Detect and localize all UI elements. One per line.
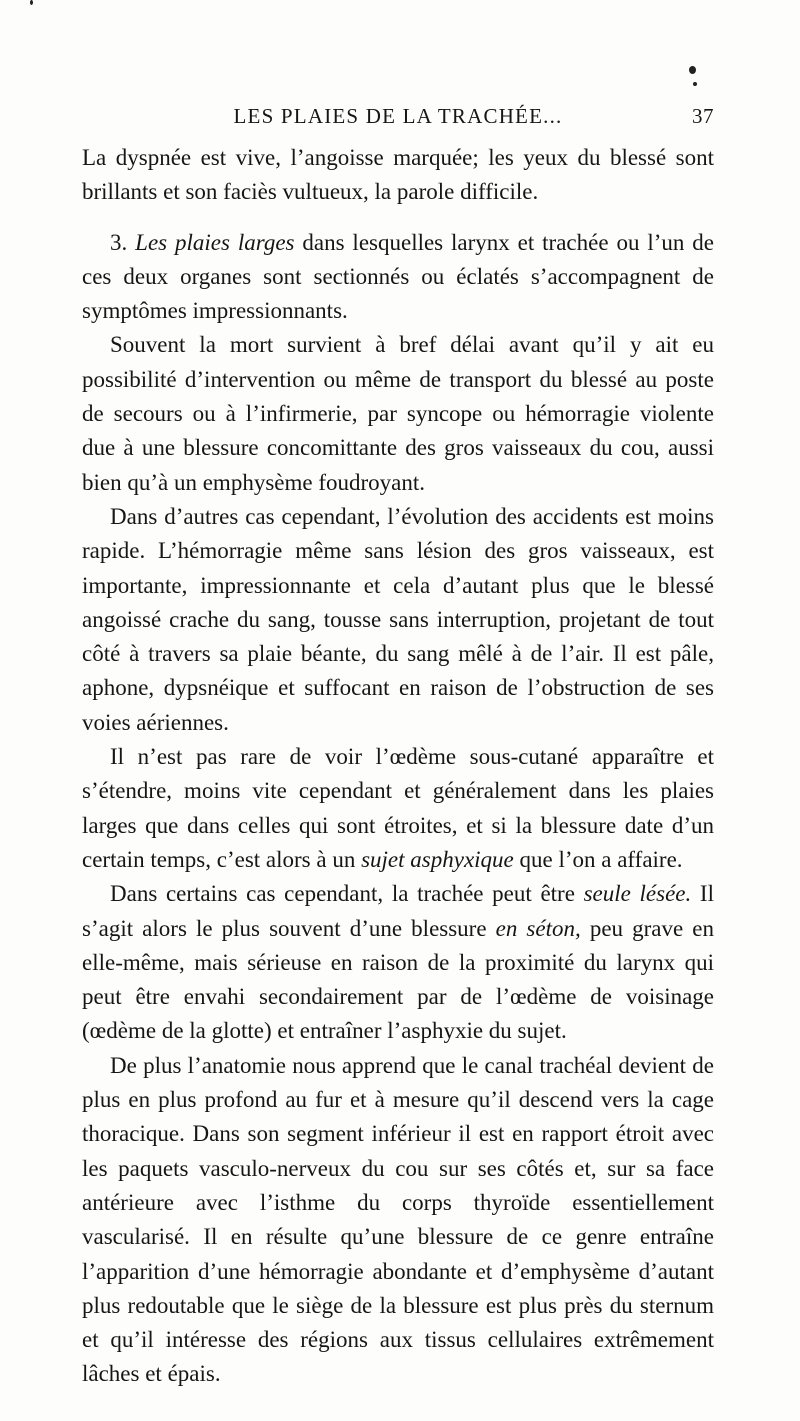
text-segment: Souvent la mort survient à bref délai avant qu’il y ait eu possibilité d’intervention ou même de transport du blessé au poste de secours ou à l’infirmerie, par syncope ou hémorragie violente due à une blessure concomittante des gros vaisseaux du cou, aussi bien qu’à un emphysème foudroyant. <box>82 332 714 495</box>
text-segment: Il s’agit alors le plus souvent d’une blessure <box>82 881 714 941</box>
paragraph <box>82 500 714 740</box>
paragraph <box>82 141 714 210</box>
page-header <box>82 104 714 134</box>
text-segment: peu grave en elle-même, mais sérieuse en raison de la proximité du larynx qui peut être envahi secondairement par de l’œdème de voisinage (œdème de la glotte) et entraîner l’asphyxie du sujet. <box>82 915 715 1044</box>
italic-segment: en séton, <box>495 915 581 941</box>
paragraph <box>82 1049 714 1392</box>
italic-segment: Les plaies larges <box>135 229 295 255</box>
ink-speck <box>693 82 697 86</box>
italic-segment: sujet asphyxique <box>361 846 514 872</box>
text-segment: La dyspnée est vive, l’angoisse marquée; les yeux du blessé sont brillants et son faciès vultueux, la parole difficile. <box>82 145 714 205</box>
text-segment: De plus l’anatomie nous apprend que le canal trachéal devient de plus en plus profond au fur et à mesure qu’il descend vers la cage thoracique. Dans son segment inférieur il est en rapport étroit avec les paquets vasculo-nerveux du cou sur ses côtés et, sur sa face antérieure avec l’isthme du corps thyroïde essentiellement vascularisé. Il en résulte qu’une blessure de ce genre entraîne l’apparition d’une hémorragie abondante et d’emphysème d’autant plus redoutable que le siège de la blessure est plus près du sternum et qu’il intéresse des régions aux tissus cellulaires extrêmement lâches et épais. <box>82 1052 714 1387</box>
text-segment: Dans d’autres cas cependant, l’évolution des accidents est moins rapide. L’hémorragie même sans lésion des gros vaisseaux, est importante, impressionnante et cela d’autant plus que le blessé angoissé crache du sang, tousse sans interruption, projetant de tout côté à travers sa plaie béante, du sang mêlé à de l’air. Il est pâle, aphone, dypsnéique et suffocant en raison de l’obstruction de ses voies aériennes. <box>82 503 714 735</box>
text-segment: dans lesquelles larynx et trachée ou l’un de ces deux organes sont sectionnés ou éclatés s’accompagnent de symptômes impressionnants. <box>82 229 714 324</box>
running-title: LES PLAIES DE LA TRACHÉE... <box>233 104 563 128</box>
text-segment: Il n’est pas rare de voir l’œdème sous-cutané apparaître et s’étendre, moins vite cependant et généralement dans les plaies larges que dans celles qui sont étroites, et si la blessure date d’un certain temps, c’est alors à un <box>82 744 714 872</box>
ink-speck <box>689 66 696 74</box>
paragraph <box>82 740 714 877</box>
text-segment: 3. <box>110 229 136 255</box>
page-number: 37 <box>692 104 714 128</box>
paragraph <box>82 328 714 499</box>
paragraph <box>82 877 714 1048</box>
body-text <box>82 141 714 1392</box>
ink-speck <box>30 0 33 5</box>
text-segment: Dans certains cas cependant, la trachée peut être <box>110 881 584 907</box>
text-segment: que l’on a affaire. <box>513 846 683 872</box>
paragraph <box>82 226 714 329</box>
italic-segment: seule lésée. <box>583 881 692 907</box>
